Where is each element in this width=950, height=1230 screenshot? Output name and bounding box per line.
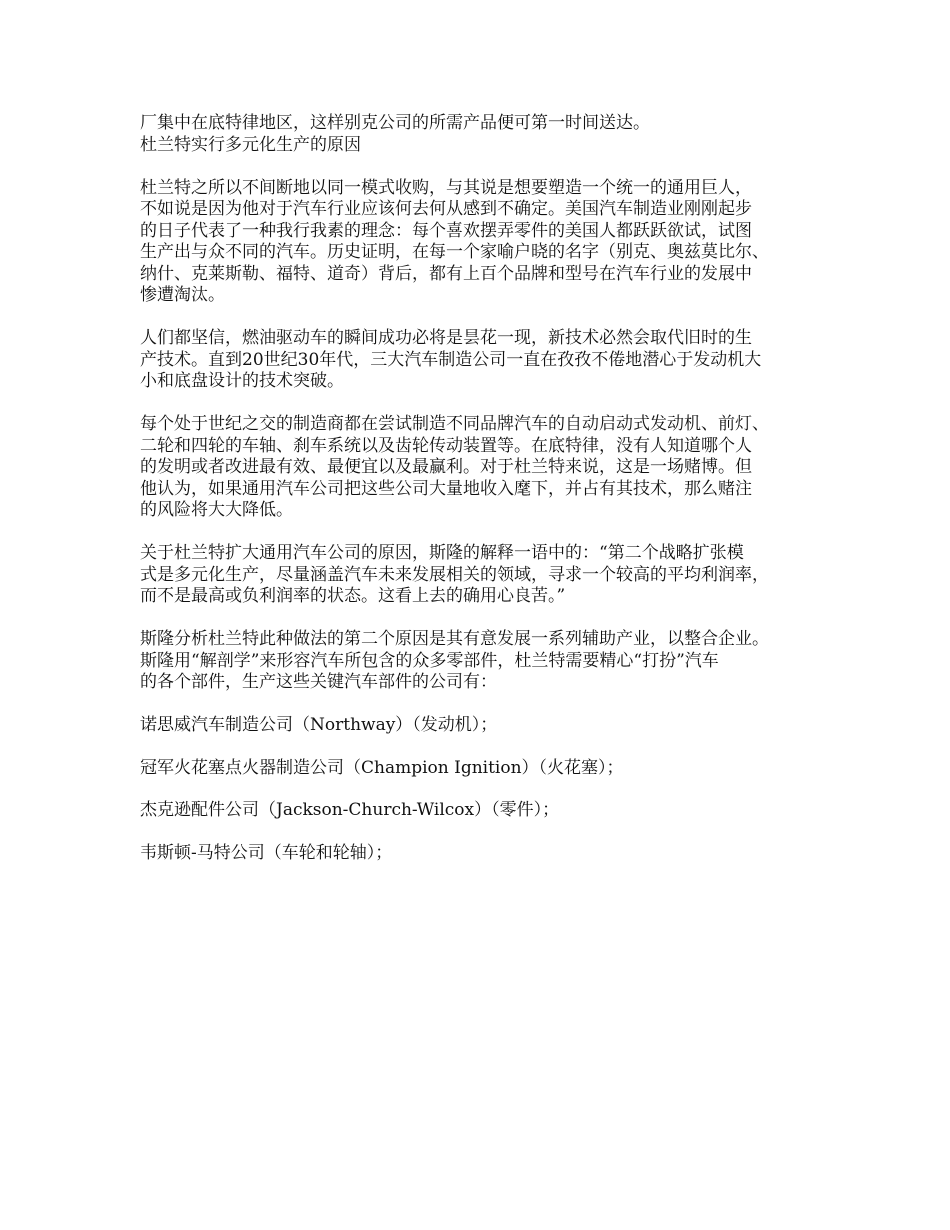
paragraph-line: 二轮和四轮的车轴、刹车系统以及齿轮传动装置等。在底特律，没有人知道哪个人 bbox=[140, 435, 752, 456]
paragraph-4 bbox=[140, 543, 930, 608]
paragraph-line: 杜兰特之所以不间断地以同一模式收购，与其说是想要塑造一个统一的通用巨人， bbox=[140, 177, 752, 198]
paragraph-line: 不如说是因为他对于汽车行业应该何去何从感到不确定。美国汽车制造业刚刚起步 bbox=[140, 199, 752, 219]
intro-line: 厂集中在底特律地区，这样别克公司的所需产品便可第一时间送达。 bbox=[140, 113, 650, 133]
paragraph-line: 斯隆分析杜兰特此种做法的第二个原因是其有意发展一系列辅助产业，以整合企业。 bbox=[140, 629, 769, 649]
paragraph-line: 斯隆用“解剖学”来形容汽车所包含的众多零部件，杜兰特需要精心“打扮”汽车 bbox=[140, 650, 719, 671]
paragraph-line: 小和底盘设计的技术突破。 bbox=[140, 371, 344, 391]
paragraph-line: 每个处于世纪之交的制造商都在尝试制造不同品牌汽车的自动启动式发动机、前灯、 bbox=[140, 414, 769, 434]
paragraph-line: 产技术。直到20世纪30年代，三大汽车制造公司一直在孜孜不倦地潜心于发动机大 bbox=[140, 349, 762, 370]
company-item: 诺思威汽车制造公司（Northway）（发动机）； bbox=[140, 715, 498, 735]
company-item: 冠军火花塞点火器制造公司（Champion Ignition）（火花塞）； bbox=[140, 757, 624, 778]
paragraph-line: 惨遭淘汰。 bbox=[140, 285, 225, 305]
paragraph-line: 生产出与众不同的汽车。历史证明，在每一个家喻户晓的名字（别克、奥兹莫比尔、 bbox=[140, 242, 769, 262]
document-page bbox=[140, 113, 930, 885]
paragraph-line: 的日子代表了一种我行我素的理念：每个喜欢摆弄零件的美国人都跃跃欲试，试图 bbox=[140, 220, 752, 241]
paragraph-line: 纳什、克莱斯勒、福特、道奇）背后，都有上百个品牌和型号在汽车行业的发展中 bbox=[140, 263, 752, 284]
paragraph-5 bbox=[140, 629, 930, 694]
paragraph-line: 的各个部件，生产这些关键汽车部件的公司有： bbox=[140, 672, 497, 692]
section-heading: 杜兰特实行多元化生产的原因 bbox=[140, 134, 361, 155]
paragraph-1 bbox=[140, 178, 930, 307]
paragraph-line: 的风险将大大降低。 bbox=[140, 500, 293, 520]
paragraph-line: 人们都坚信，燃油驱动车的瞬间成功必将是昙花一现，新技术必然会取代旧时的生 bbox=[140, 328, 752, 348]
paragraph-line: 而不是最高或负利润率的状态。这看上去的确用心良苦。” bbox=[140, 586, 566, 606]
paragraph-2 bbox=[140, 328, 930, 393]
paragraph-line: 的发明或者改进最有效、最便宜以及最赢利。对于杜兰特来说，这是一场赌博。但 bbox=[140, 457, 752, 477]
paragraph-line: 关于杜兰特扩大通用汽车公司的原因，斯隆的解释一语中的：“第二个战略扩张模 bbox=[140, 543, 744, 563]
paragraph-line: 式是多元化生产，尽量涵盖汽车未来发展相关的领域，寻求一个较高的平均利润率， bbox=[140, 564, 769, 585]
spacer bbox=[140, 156, 930, 178]
paragraph-3 bbox=[140, 414, 930, 522]
paragraph-line: 他认为，如果通用汽车公司把这些公司大量地收入麾下，并占有其技术，那么赌注 bbox=[140, 478, 752, 499]
company-item: 杰克逊配件公司（Jackson-Church-Wilcox）（零件）； bbox=[140, 800, 560, 820]
company-item: 韦斯顿-马特公司（车轮和轮轴）； bbox=[140, 842, 393, 863]
